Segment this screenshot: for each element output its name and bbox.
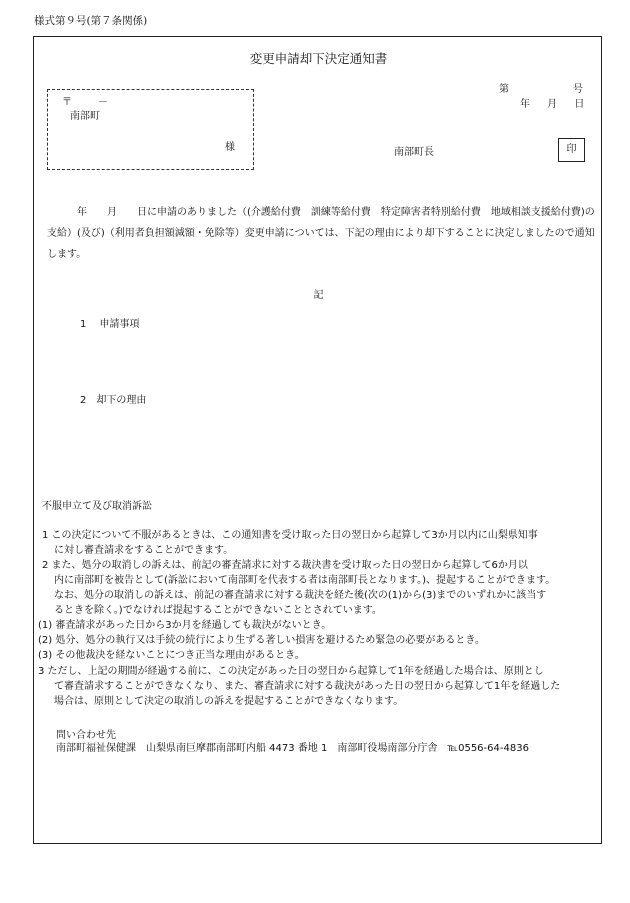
doc-number-prefix: 第 (499, 84, 509, 95)
appeal-heading: 不服申立て及び取消訴訟 (42, 501, 152, 512)
issuer-mayor: 南部町長 (394, 147, 434, 158)
contact-heading: 問い合わせ先 (56, 730, 116, 741)
appeal-line: (2) 処分、処分の執行又は手続の続行により生ずる著しい損害を避けるため緊急の必要があるとき。 (38, 635, 485, 646)
appeal-line: 場合は、原則として決定の取消しの訴えを提起することができなくなります。 (54, 696, 404, 707)
appeal-line: に対し審査請求をすることができます。 (54, 545, 234, 556)
item-rejection-reason: 2 却下の理由 (80, 395, 147, 406)
recipient-town: 南部町 (70, 111, 100, 122)
form-label: 様式第９号(第７条関係) (34, 15, 148, 27)
ki-marker: 記 (313, 290, 324, 301)
recipient-honorific: 様 (225, 142, 235, 153)
notice-frame (33, 36, 602, 844)
appeal-line: 2 また、処分の取消しの訴えは、前記の審査請求に対する裁決書を受け取った日の翌日から起算して6か月以 (42, 560, 528, 571)
appeal-line: (3) その他裁決を経ないことにつき正当な理由があるとき。 (38, 650, 305, 661)
appeal-line: 3 ただし、上記の期間が経過する前に、この決定があった日の翌日から起算して1年を経過した場合は、原則とし (38, 666, 544, 677)
appeal-line: (1) 審査請求があった日から3か月を経過しても裁決がないとき。 (38, 620, 332, 631)
appeal-line: 1 この決定について不服があるときは、この通知書を受け取った日の翌日から起算して3か月以内に山梨県知事 (42, 530, 538, 541)
notice-body: 年 月 日に申請のありました（(介護給付費 訓練等給付費 特定障害者特別給付費 地域相談支援給付費)の支給）(及び)（利用者負担額減額・免除等）変更申請については、下記の理由により却下することに決定しましたので通知します。 (47, 207, 595, 260)
address-box (47, 89, 254, 170)
appeal-line: なお、処分の取消しの訴えは、前記の審査請求に対する裁決を経た後(次の(1)から(3)までのいずれかに該当す (54, 590, 547, 601)
appeal-line: て審査請求することができなくなり、また、審査請求に対する裁決があった日の翌日から起算して1年を経過した (54, 681, 561, 692)
postal-code-dash: － (98, 97, 108, 108)
issue-date: 年 月 日 (520, 99, 585, 110)
document-title: 変更申請却下決定通知書 (249, 51, 388, 66)
doc-number-suffix: 号 (573, 84, 583, 95)
appeal-line: 内に南部町を被告として(訴訟において南部町を代表する者は南部町長となります。)、提起することができます。 (54, 575, 556, 586)
item-application-matters: 1 申請事項 (80, 319, 140, 330)
contact-details: 南部町福祉保健課 山梨県南巨摩郡南部町内船 4473 番地 1 南部町役場南部分庁舎 ℡0556-64-4836 (56, 743, 529, 754)
postal-mark: 〒 (62, 97, 72, 108)
appeal-line: るときを除く。)でなければ提起することができないこととされています。 (54, 605, 382, 616)
seal-box: 印 (558, 138, 585, 162)
